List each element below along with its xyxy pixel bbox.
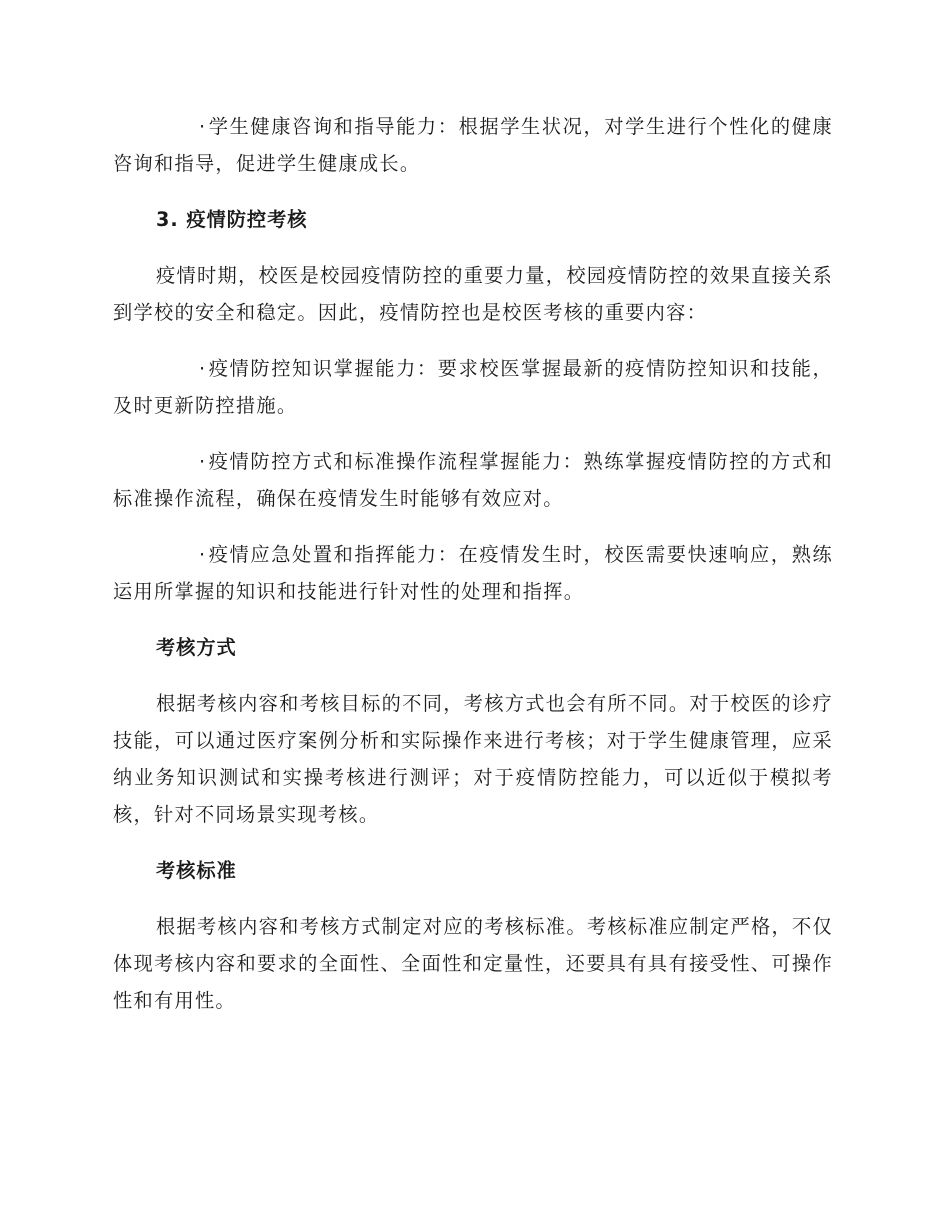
bullet-text: 学生健康咨询和指导能力：根据学生状况，对学生进行个性化的健康咨询和指导，促进学生健康成长。 (113, 115, 833, 175)
section-heading-assessment-method: 考核方式 (156, 636, 237, 659)
bullet-item-emergency-response (113, 536, 833, 610)
section-heading-assessment-standard: 考核标准 (156, 859, 237, 882)
bullet-marker: · (199, 357, 207, 380)
bullet-item-student-health-consulting (113, 108, 833, 182)
bullet-marker: · (199, 115, 207, 138)
section-heading-epidemic-control: 3. 疫情防控考核 (156, 208, 308, 231)
paragraph-assessment-standard: 根据考核内容和考核方式制定对应的考核标准。考核标准应制定严格，不仅体现考核内容和要求的全面性、全面性和定量性，还要具有具有接受性、可操作性和有用性。 (113, 915, 833, 1012)
bullet-item-procedure-mastery (113, 443, 833, 517)
bullet-text: 疫情应急处置和指挥能力：在疫情发生时，校医需要快速响应，熟练运用所掌握的知识和技能进行针对性的处理和指挥。 (113, 543, 833, 603)
bullet-item-knowledge-mastery (113, 350, 833, 424)
paragraph-assessment-method: 根据考核内容和考核目标的不同，考核方式也会有所不同。对于校医的诊疗技能，可以通过医疗案例分析和实际操作来进行考核；对于学生健康管理，应采纳业务知识测试和实操考核进行测评；对于疫情防控能力，可以近似于模拟考核，针对不同场景实现考核。 (113, 692, 833, 826)
bullet-marker: · (199, 450, 207, 473)
bullet-text: 疫情防控方式和标准操作流程掌握能力：熟练掌握疫情防控的方式和标准操作流程，确保在疫情发生时能够有效应对。 (113, 450, 833, 510)
paragraph-epidemic-intro: 疫情时期，校医是校园疫情防控的重要力量，校园疫情防控的效果直接关系到学校的安全和稳定。因此，疫情防控也是校医考核的重要内容： (113, 264, 833, 324)
bullet-marker: · (199, 543, 207, 566)
bullet-text: 疫情防控知识掌握能力：要求校医掌握最新的疫情防控知识和技能，及时更新防控措施。 (113, 357, 833, 417)
document-body (113, 108, 833, 1038)
